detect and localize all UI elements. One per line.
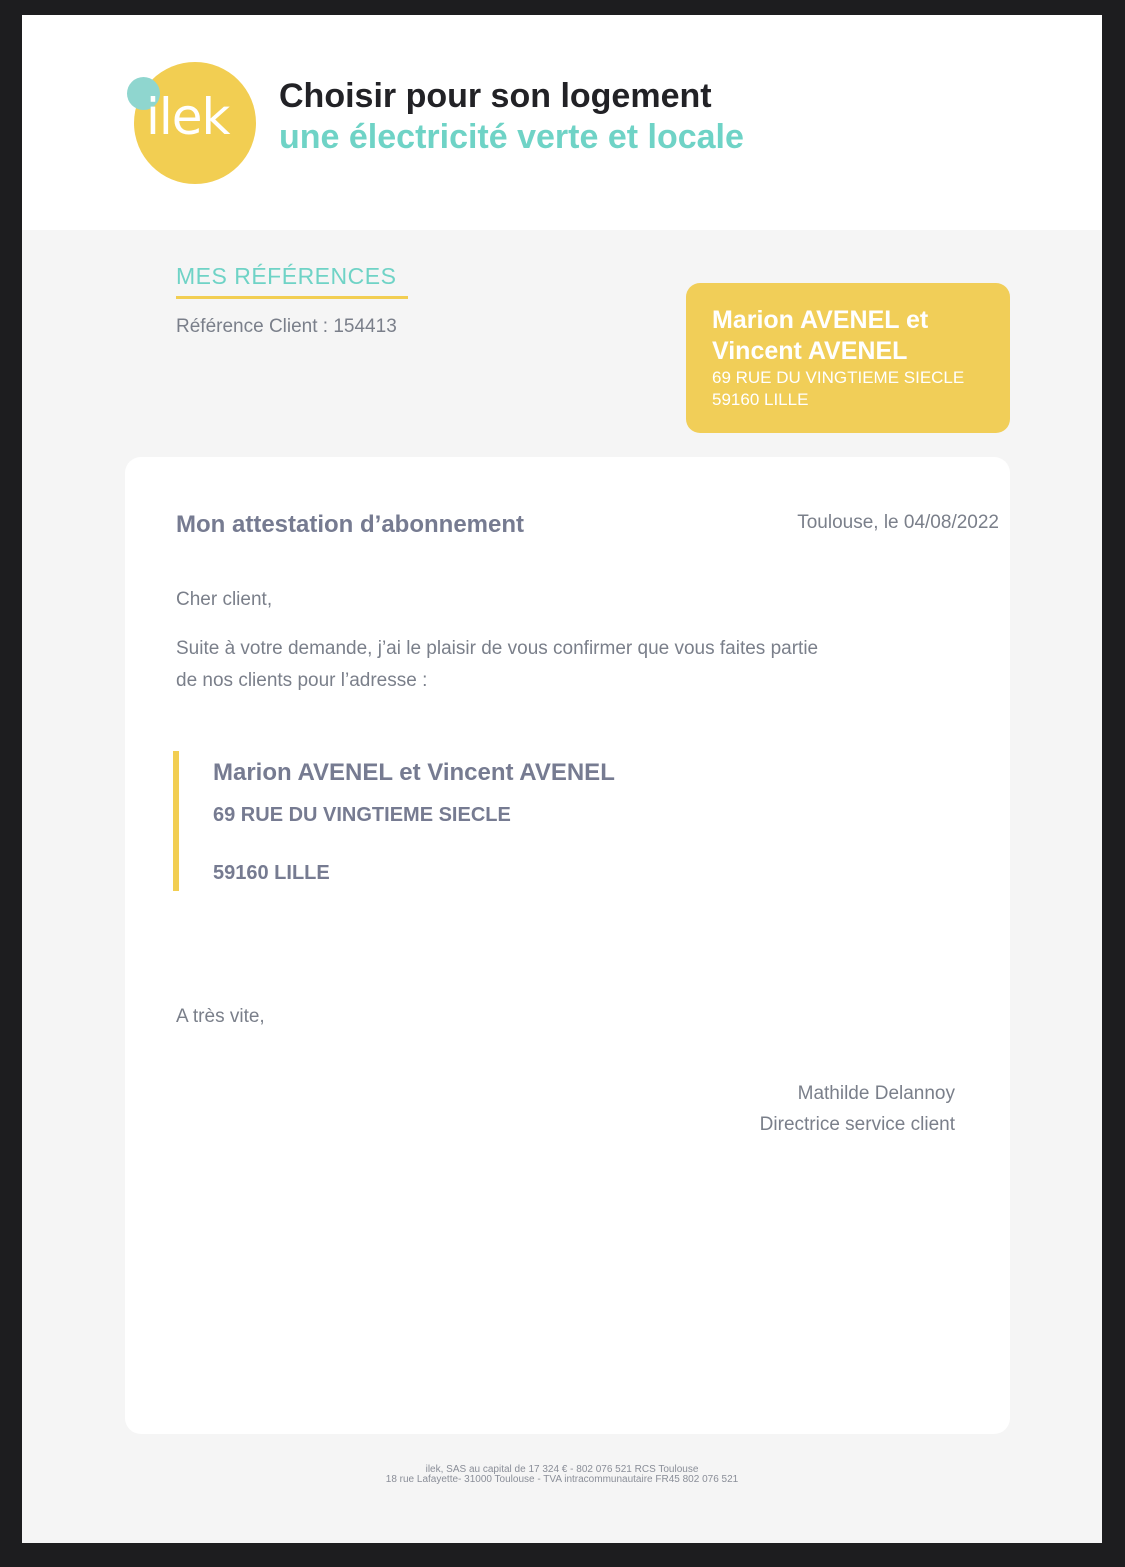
legal-footer [22, 1465, 1102, 1485]
logo-wordmark: ilek [146, 88, 230, 146]
recipient-address-card [686, 283, 1010, 433]
recipient-city: 59160 LILLE [712, 390, 809, 409]
footer-line1: ilek, SAS au capital de 17 324 € - 802 076 521 RCS Toulouse [425, 1464, 699, 1475]
footer-line2: 18 rue Lafayette- 31000 Toulouse - TVA intracommunautaire FR45 802 076 521 [385, 1474, 739, 1485]
quoted-address-city: 59160 LILLE [213, 862, 330, 884]
letter-greeting: Cher client, [176, 589, 273, 610]
letter-header [22, 15, 1102, 230]
letter-date: Toulouse, le 04/08/2022 [797, 512, 999, 533]
quoted-address-names: Marion AVENEL et Vincent AVENEL [213, 759, 615, 786]
quote-accent-bar [173, 751, 179, 891]
recipient-names-line1: Marion AVENEL et [712, 306, 929, 334]
references-underline [176, 296, 408, 299]
quoted-address-street: 69 RUE DU VINGTIEME SIECLE [213, 804, 511, 826]
recipient-street: 69 RUE DU VINGTIEME SIECLE [712, 368, 965, 387]
tagline-line1: Choisir pour son logement [279, 77, 712, 115]
letter-body-line1: Suite à votre demande, j’ai le plaisir de vous confirmer que vous faites partie [176, 638, 819, 659]
letter-body-line2: de nos clients pour l’adresse : [176, 670, 428, 691]
letter-card [125, 457, 1010, 1434]
references-title: MES RÉFÉRENCES [176, 263, 397, 289]
ilek-logo [132, 60, 257, 185]
recipient-names-line2: Vincent AVENEL [712, 337, 908, 365]
signature-name: Mathilde Delannoy [797, 1083, 955, 1104]
client-reference: Référence Client : 154413 [176, 316, 397, 337]
letter-closing: A très vite, [176, 1006, 265, 1027]
document-page [22, 15, 1102, 1543]
signature-role: Directrice service client [759, 1114, 955, 1135]
tagline-line2: une électricité verte et locale [279, 118, 744, 156]
letter-title: Mon attestation d’abonnement [176, 511, 524, 538]
